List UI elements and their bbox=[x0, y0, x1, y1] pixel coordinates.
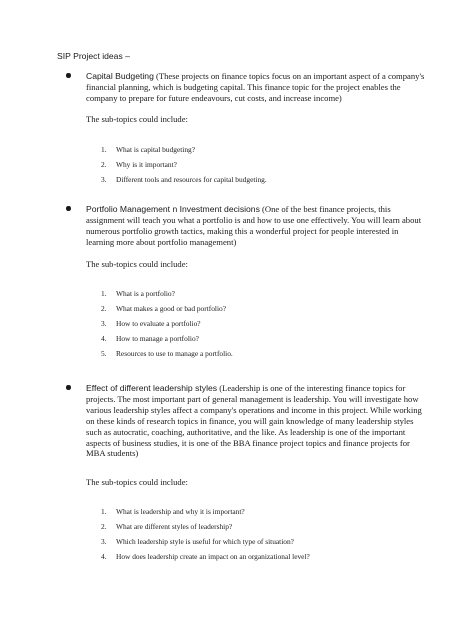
subtopic-list bbox=[101, 507, 310, 567]
list-number: 1. bbox=[101, 145, 107, 154]
section-description: (Leadership is one of the interesting finance topics for projects. The most important part of general management is leadership. You will investigate how various leadership styles affect a company's operations and income in this project. While working on these kinds of research topics in finance, you will gain knowledge of many leadership styles such as autocratic, coaching, authoritative, and the like. As leadership is one of the important aspects of business studies, it is one of the BBA finance project topics and finance projects for MBA students) bbox=[86, 383, 422, 459]
list-number: 2. bbox=[101, 304, 107, 313]
list-number: 3. bbox=[101, 175, 107, 184]
list-text: How to evaluate a portfolio? bbox=[116, 319, 201, 328]
list-text: Different tools and resources for capital budgeting. bbox=[116, 175, 267, 184]
section-portfolio-management bbox=[57, 204, 427, 358]
section-capital-budgeting bbox=[57, 71, 427, 184]
section-lead: Portfolio Management n Investment decisions bbox=[86, 204, 260, 214]
document-heading: SIP Project ideas – bbox=[57, 51, 130, 61]
list-item bbox=[101, 507, 310, 522]
list-text: What is capital budgeting? bbox=[116, 145, 196, 154]
section-description: (These projects on finance topics focus on an important aspect of a company's financial planning, which is budgeting capital. This finance topic for the project enables the company to prepare for future endeavours, cut costs, and increase income) bbox=[86, 71, 425, 103]
list-number: 2. bbox=[101, 522, 107, 531]
list-text: What is leadership and why it is important? bbox=[116, 507, 245, 516]
section-text bbox=[86, 383, 427, 459]
list-number: 1. bbox=[101, 289, 107, 298]
list-number: 1. bbox=[101, 507, 107, 516]
list-item bbox=[101, 537, 310, 552]
section-text bbox=[86, 204, 427, 248]
list-item bbox=[101, 522, 310, 537]
list-item bbox=[101, 175, 267, 190]
bullet-icon bbox=[66, 385, 71, 390]
list-item bbox=[101, 334, 233, 349]
subtopic-list bbox=[101, 289, 233, 364]
list-item bbox=[101, 289, 233, 304]
section-leadership-styles bbox=[57, 383, 427, 561]
list-text: How to manage a portfolio? bbox=[116, 334, 199, 343]
list-text: How does leadership create an impact on an organizational level? bbox=[116, 552, 310, 561]
list-number: 3. bbox=[101, 537, 107, 546]
bullet-icon bbox=[66, 73, 71, 78]
list-number: 4. bbox=[101, 334, 107, 343]
section-text bbox=[86, 71, 427, 104]
list-item bbox=[101, 304, 233, 319]
list-number: 2. bbox=[101, 160, 107, 169]
list-item bbox=[101, 160, 267, 175]
list-text: Resources to use to manage a portfolio. bbox=[116, 349, 233, 358]
section-lead: Effect of different leadership styles bbox=[86, 383, 218, 393]
list-number: 5. bbox=[101, 349, 107, 358]
list-text: Which leadership style is useful for which type of situation? bbox=[116, 537, 294, 546]
list-item bbox=[101, 319, 233, 334]
section-paragraph bbox=[57, 383, 427, 459]
subtopic-list bbox=[101, 145, 267, 190]
list-text: What makes a good or bad portfolio? bbox=[116, 304, 227, 313]
list-item bbox=[101, 349, 233, 364]
subtopics-intro: The sub-topics could include: bbox=[86, 477, 188, 487]
bullet-icon bbox=[66, 206, 71, 211]
section-paragraph bbox=[57, 71, 427, 104]
list-text: Why is it important? bbox=[116, 160, 177, 169]
subtopics-intro: The sub-topics could include: bbox=[86, 114, 188, 124]
list-item bbox=[101, 145, 267, 160]
list-item bbox=[101, 552, 310, 567]
list-number: 3. bbox=[101, 319, 107, 328]
section-paragraph bbox=[57, 204, 427, 248]
list-number: 4. bbox=[101, 552, 107, 561]
list-text: What are different styles of leadership? bbox=[116, 522, 233, 531]
list-text: What is a portfolio? bbox=[116, 289, 175, 298]
section-description: (One of the best finance projects, this assignment will teach you what a portfolio is and how to use one effectively. You will learn about numerous portfolio growth tactics, making this a wonderful project for people interested in learning more about portfolio management) bbox=[86, 204, 422, 247]
section-lead: Capital Budgeting bbox=[86, 71, 154, 81]
subtopics-intro: The sub-topics could include: bbox=[86, 259, 188, 269]
